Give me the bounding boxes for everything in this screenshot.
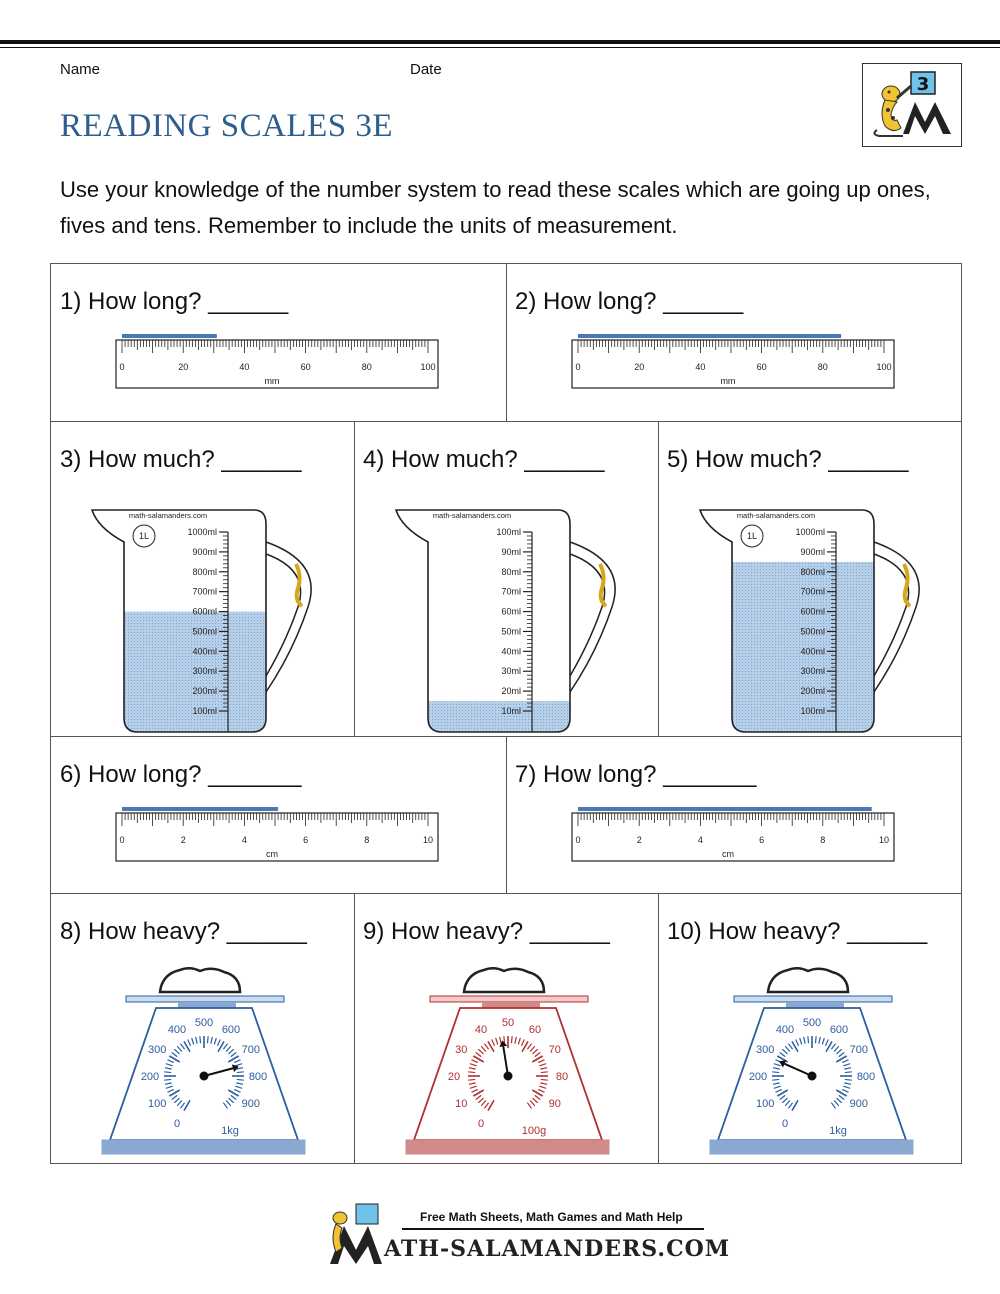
dial-label: 20: [447, 1071, 461, 1083]
dial-label: 700: [849, 1044, 868, 1056]
jug-handle-outer: [874, 542, 919, 692]
question-6: 6) How long? _______: [60, 761, 302, 788]
dial-tick: [772, 1079, 779, 1080]
dial-tick: [468, 1072, 475, 1073]
jug-5: [696, 502, 932, 734]
dial-label: 30: [455, 1044, 468, 1056]
instructions: Use your knowledge of the number system to read these scales which are going up ones, fives and tens. Remember to include the units of measurement.: [60, 177, 931, 238]
dial-label: 500: [194, 1017, 214, 1029]
top-rule-thin: [0, 47, 1000, 48]
jug-handle-outer: [570, 542, 615, 692]
dial-label: 400: [167, 1024, 187, 1037]
dial-hub: [808, 1072, 817, 1081]
dial-label: 0: [477, 1117, 485, 1130]
dial-label: 600: [221, 1024, 241, 1037]
weigh-scale-8: [94, 962, 314, 1158]
ruler-tick-label: 100: [876, 362, 892, 372]
dial-hub: [504, 1072, 513, 1081]
name-label: Name: [60, 61, 101, 78]
jug-tick-label: 500ml: [800, 626, 825, 637]
dial-tick: [541, 1072, 548, 1073]
dial-label: 80: [555, 1071, 569, 1083]
ruler-tick-label: 0: [575, 362, 581, 372]
dial-label: 60: [528, 1024, 542, 1037]
footer-salamander-icon: [326, 1202, 386, 1266]
question-8: 8) How heavy? ______: [60, 918, 307, 945]
ruler-tick-label: 0: [119, 835, 125, 845]
jug-tick-label: 10ml: [501, 706, 521, 716]
jug-handle-inner: [874, 554, 909, 676]
dial-max-label: 1kg: [221, 1125, 239, 1137]
ruler-1: [112, 330, 444, 390]
dial-label: 0: [173, 1117, 181, 1130]
question-1: 1) How long? ______: [60, 288, 289, 315]
salamander-logo-icon: [863, 64, 961, 146]
ruler-tick-label: 80: [361, 362, 372, 372]
dial-hub: [200, 1072, 209, 1081]
question-2: 2) How long? ______: [515, 288, 744, 315]
weigh-scale-9: [398, 962, 618, 1158]
ruler-tick-label: 2: [636, 835, 642, 845]
ruler-tick-label: 0: [575, 835, 581, 845]
jug-tick-label: 700ml: [192, 586, 217, 597]
dial-tick: [207, 1036, 208, 1043]
question-9: 9) How heavy? ______: [363, 918, 610, 945]
jug-tick-label: 1000ml: [795, 527, 825, 537]
dial-label: 900: [849, 1098, 868, 1110]
jug-tick-label: 800ml: [800, 566, 825, 577]
question-4: 4) How much? ______: [363, 446, 605, 473]
scale-pan-stem: [178, 1002, 236, 1008]
dial-tick: [772, 1072, 779, 1073]
ruler-tick-label: 60: [300, 362, 311, 372]
jug-tick-label: 500ml: [192, 626, 217, 637]
jug-tick-label: 300ml: [800, 666, 825, 677]
dial-tick: [200, 1036, 201, 1043]
ruler-3: [112, 803, 444, 863]
dial-tick: [237, 1072, 244, 1073]
ruler-2: [568, 330, 900, 390]
measured-object-bar: [578, 334, 841, 338]
dial-tick: [541, 1079, 548, 1080]
weigh-scale-10: [702, 962, 922, 1158]
ruler-tick-label: 8: [364, 835, 370, 845]
jug-handle-outer: [266, 542, 311, 692]
dial-label: 700: [241, 1044, 260, 1056]
ruler-tick-label: 6: [303, 835, 309, 845]
dial-tick: [845, 1079, 852, 1080]
question-7: 7) How long? _______: [515, 761, 757, 788]
jug-capacity-text: 1L: [746, 531, 758, 541]
jug-site-text: math-salamanders.com: [736, 511, 816, 520]
scale-pan: [430, 996, 588, 1002]
date-label: Date: [410, 61, 442, 78]
jug-tick-label: 100ml: [192, 706, 217, 716]
grid-row-divider-3: [51, 893, 962, 894]
question-5: 5) How much? ______: [667, 446, 909, 473]
ruler-tick-label: 20: [634, 362, 645, 372]
logo-grade-text: 3: [916, 74, 930, 95]
jug-tick-label: 600ml: [800, 606, 825, 617]
ruler-unit-label: cm: [265, 849, 278, 859]
dial-label: 800: [856, 1071, 876, 1083]
dial-tick: [845, 1072, 852, 1073]
dial-label: 500: [802, 1017, 822, 1029]
ruler-tick-label: 10: [878, 835, 890, 845]
dial-label: 200: [748, 1071, 768, 1083]
dial-tick: [511, 1036, 512, 1043]
dial-label: 50: [501, 1017, 515, 1029]
dial-label: 100: [148, 1098, 167, 1110]
jug-tick-label: 300ml: [192, 666, 217, 677]
jug-outline: [396, 510, 570, 732]
jug-tick-label: 100ml: [800, 706, 825, 716]
jug-handle-inner: [266, 554, 301, 676]
scale-pan: [734, 996, 892, 1002]
dial-label: 0: [781, 1117, 789, 1130]
jug-4: [392, 502, 628, 734]
grid-col-divider-f: [658, 893, 659, 1164]
dial-label: 70: [548, 1044, 561, 1056]
ruler-tick-label: 4: [697, 835, 703, 845]
footer-brand: ATH-SALAMANDERS.COM: [384, 1236, 731, 1262]
grid-col-divider-a: [506, 264, 507, 421]
ruler-tick-label: 8: [820, 835, 826, 845]
dial-tick: [808, 1036, 809, 1043]
ruler-tick-label: 40: [695, 362, 706, 372]
grade-logo: [862, 63, 962, 147]
footer-rule: [402, 1228, 704, 1230]
measured-object-bar: [122, 334, 217, 338]
ruler-tick-label: 60: [756, 362, 767, 372]
grid-col-divider-e: [354, 893, 355, 1164]
footer-logo: [326, 1202, 386, 1266]
jug-tick-label: 60ml: [501, 606, 521, 617]
jug-tick-label: 900ml: [192, 546, 217, 557]
jug-tick-label: 80ml: [501, 566, 521, 577]
ruler-4: [568, 803, 900, 863]
jug-tick-label: 200ml: [800, 686, 825, 697]
scale-pan-stem: [482, 1002, 540, 1008]
jug-tick-label: 400ml: [800, 646, 825, 657]
dial-label: 40: [474, 1024, 488, 1037]
dial-label: 900: [241, 1098, 260, 1110]
jug-tick-label: 400ml: [192, 646, 217, 657]
scale-base: [406, 1140, 609, 1154]
weight-object: [160, 968, 240, 992]
weight-object: [464, 968, 544, 992]
salamander-icon: [904, 564, 910, 606]
jug-tick-label: 1000ml: [187, 527, 217, 537]
weight-object: [768, 968, 848, 992]
ruler-tick-label: 6: [759, 835, 765, 845]
jug-tick-label: 90ml: [501, 546, 521, 557]
dial-label: 10: [455, 1098, 468, 1110]
dial-tick: [468, 1079, 475, 1080]
ruler-tick-label: 80: [817, 362, 828, 372]
ruler-unit-label: mm: [720, 376, 736, 386]
measured-object-bar: [578, 807, 872, 811]
grid-col-divider-b: [354, 421, 355, 736]
jug-tick-label: 600ml: [192, 606, 217, 617]
dial-label: 600: [829, 1024, 849, 1037]
dial-max-label: 1kg: [829, 1125, 847, 1137]
jug-tick-label: 20ml: [501, 686, 521, 697]
jug-water: [428, 701, 570, 732]
page-title: READING SCALES 3E: [60, 108, 394, 144]
jug-tick-label: 30ml: [501, 666, 521, 677]
ruler-unit-label: cm: [721, 849, 734, 859]
ruler-tick-label: 10: [422, 835, 434, 845]
dial-tick: [815, 1036, 816, 1043]
footer-tagline: Free Math Sheets, Math Games and Math Help: [420, 1210, 683, 1224]
scale-base: [102, 1140, 305, 1154]
ruler-tick-label: 20: [178, 362, 189, 372]
jug-tick-label: 900ml: [800, 546, 825, 557]
dial-tick: [164, 1079, 171, 1080]
ruler-tick-label: 0: [119, 362, 125, 372]
dial-max-label: 100g: [521, 1125, 547, 1137]
dial-label: 100: [756, 1098, 775, 1110]
jug-site-text: math-salamanders.com: [432, 511, 512, 520]
jug-tick-label: 40ml: [501, 646, 521, 657]
grid-col-divider-c: [658, 421, 659, 736]
jug-tick-label: 700ml: [800, 586, 825, 597]
dial-tick: [164, 1072, 171, 1073]
dial-label: 200: [140, 1071, 160, 1083]
jug-tick-label: 100ml: [496, 527, 521, 537]
question-3: 3) How much? ______: [60, 446, 302, 473]
measured-object-bar: [122, 807, 278, 811]
ruler-unit-label: mm: [264, 376, 280, 386]
dial-label: 300: [756, 1044, 775, 1056]
dial-label: 800: [248, 1071, 268, 1083]
dial-label: 400: [775, 1024, 795, 1037]
jug-tick-label: 50ml: [501, 626, 521, 637]
jug-tick-label: 70ml: [501, 586, 521, 597]
jug-capacity-text: 1L: [138, 531, 150, 541]
jug-tick-label: 800ml: [192, 566, 217, 577]
scale-pan: [126, 996, 284, 1002]
salamander-icon: [600, 564, 606, 606]
jug-site-text: math-salamanders.com: [128, 511, 208, 520]
grid-col-divider-d: [506, 736, 507, 893]
salamander-icon: [296, 564, 302, 606]
ruler-tick-label: 2: [180, 835, 186, 845]
ruler-tick-label: 4: [241, 835, 247, 845]
scale-pan-stem: [786, 1002, 844, 1008]
dial-label: 90: [548, 1098, 561, 1110]
jug-handle-inner: [570, 554, 605, 676]
grid-row-divider-1: [51, 421, 962, 422]
question-10: 10) How heavy? ______: [667, 918, 928, 945]
jug-3: [88, 502, 324, 734]
jug-tick-label: 200ml: [192, 686, 217, 697]
dial-label: 300: [148, 1044, 167, 1056]
top-rule-thick: [0, 40, 1000, 44]
dial-tick: [237, 1079, 244, 1080]
ruler-tick-label: 40: [239, 362, 250, 372]
ruler-tick-label: 100: [420, 362, 436, 372]
scale-base: [710, 1140, 913, 1154]
